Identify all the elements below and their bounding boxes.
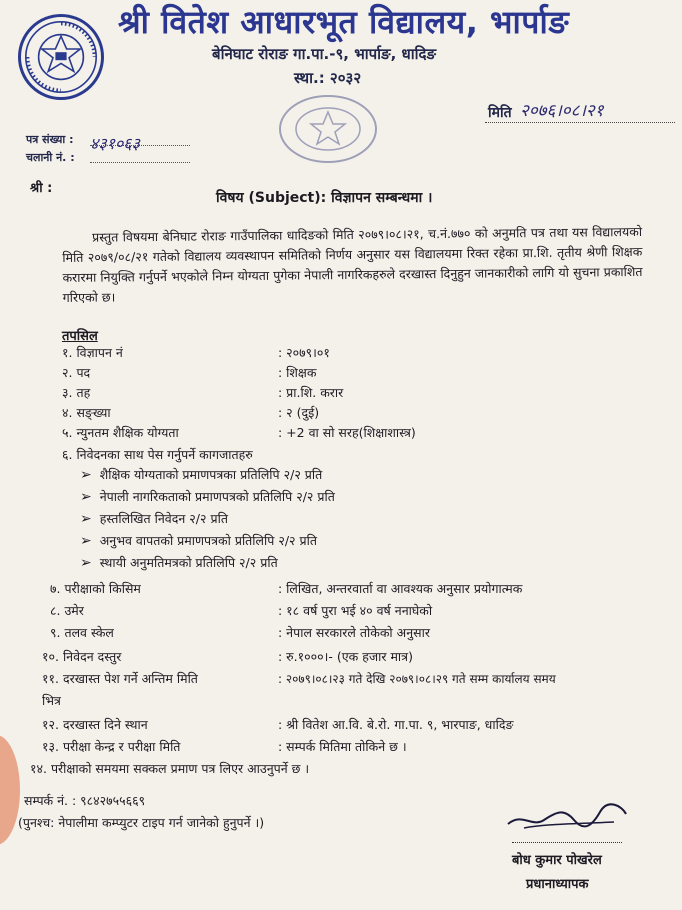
document-item <box>80 510 228 527</box>
document-text: नेपाली नागरिकताको प्रमाणपत्रको प्रतिलिपि २/२ प्रति <box>99 489 335 504</box>
detail-value: : लिखित, अन्तरवार्ता वा आवश्यक अनुसार प्रयोगात्मक <box>278 581 523 596</box>
detail-value: : सम्पर्क मितिमा तोकिने छ । <box>278 739 407 754</box>
arrow-bullet-icon: ➢ <box>80 533 92 549</box>
detail-label: १०. निवेदन दस्तुर <box>42 649 122 664</box>
detail-label: १३. परीक्षा केन्द्र र परीक्षा मिति <box>42 739 181 754</box>
detail-value: : प्रा.शि. करार <box>278 385 344 400</box>
subject-line: विषय (Subject): विज्ञापन सम्बन्धमा । <box>216 190 433 206</box>
detail-label: ८. उमेर <box>50 603 84 618</box>
chalani-line <box>90 162 190 163</box>
detail-value: : २ (दुई) <box>278 405 320 420</box>
item-14: १४. परीक्षाको समयमा सक्कल प्रमाण पत्र लिएर आउनुपर्ने छ । <box>30 761 310 776</box>
date-label: मिति <box>488 105 512 121</box>
patra-sankhya-label: पत्र संख्या : <box>26 133 74 146</box>
document-text: स्थायी अनुमतिमत्रको प्रतिलिपि २/२ प्रति <box>99 555 278 570</box>
detail-value: : +2 वा सो सरह(शिक्षाशास्त्र) <box>278 425 416 440</box>
detail-label: १२. दरखास्त दिने स्थान <box>42 717 148 732</box>
document-item <box>80 488 335 505</box>
date-value-handwritten: २०७६।०८।२१ <box>520 101 604 121</box>
detail-label: भित्र <box>42 693 61 708</box>
chalani-value-handwritten: ४३१०६३ <box>90 134 140 153</box>
arrow-bullet-icon: ➢ <box>80 555 92 571</box>
chalani-label: चलानी नं. : <box>26 151 75 164</box>
document-text: हस्तलिखित निवेदन २/२ प्रति <box>99 511 228 526</box>
signature-scribble <box>504 798 630 834</box>
detail-value: : रु.१०००।- (एक हजार मात्र) <box>278 649 413 664</box>
school-logo <box>18 14 104 100</box>
school-address: बेनिघाट रोराङ गा.पा.-९, भार्पाङ, धादिङ <box>212 45 437 63</box>
detail-label: ७. परीक्षाको किसिम <box>50 581 141 596</box>
document-item <box>80 554 278 571</box>
arrow-bullet-icon: ➢ <box>80 467 92 483</box>
detail-value: : २०७९।०८।२३ गते देखि २०७९।०८।२९ गते सम्म कार्यालय समय <box>278 672 556 686</box>
signer-title: प्रधानाध्यापक <box>526 877 589 892</box>
office-stamp <box>276 92 380 166</box>
contact-number: सम्पर्क नं. : ९८४२७५५६६९ <box>24 793 146 808</box>
arrow-bullet-icon: ➢ <box>80 489 92 505</box>
detail-value: : शिक्षक <box>278 365 317 380</box>
detail-label: २. पद <box>62 365 91 380</box>
details-title: तपसिल <box>62 329 98 344</box>
detail-value: : नेपाल सरकारले तोकेको अनुसार <box>278 625 430 640</box>
detail-label: ९. तलव स्केल <box>50 625 114 640</box>
detail-label: ११. दरखास्त पेश गर्ने अन्तिम मिति <box>42 671 198 686</box>
addressee: श्री : <box>30 181 53 196</box>
detail-label: १. विज्ञापन नं <box>62 345 123 360</box>
notice-paragraph: प्रस्तुत विषयमा बेनिघाट रोराङ गाउँपालिका धादिङको मिति २०७९।०८।२१, च.नं.७७० को अनुमति पत्र तथा यस विद्यालयको मिति २०७९/०८/२१ गतेको विद्यालय व्यवस्थापन समितिको निर्णय अनुसार यस विद्यालयमा रिक्त रहेका प्रा.शि. तृतीय श्रेणी शिक्षक करारमा नियुक्ति गर्नुपर्ने भएकोले निम्न योग्यता पुगेका नेपाली नागरिकहरुले दरखास्त दिनुहुन जानकारीको लागि यो सुचना प्रकाशित गरिएको छ। <box>62 223 643 305</box>
signature-line <box>512 842 622 843</box>
document-item <box>80 532 317 549</box>
stamp-graphic <box>276 92 380 166</box>
documents-heading: ६. निवेदनका साथ पेस गर्नुपर्ने कागजातहरु <box>62 447 253 462</box>
signer-name: बोध कुमार पोखरेल <box>512 853 602 868</box>
detail-value: : १८ वर्ष पुरा भई ४० वर्ष ननाघेको <box>278 603 433 618</box>
detail-label: ५. न्युनतम शैक्षिक योग्यता <box>62 425 179 440</box>
detail-value: : श्री वितेश आ.वि. बे.रो. गा.पा. ९, भारपाङ, धादिङ <box>278 717 514 732</box>
document-item <box>80 466 322 483</box>
document-text: अनुभव वापतको प्रमाणपत्रको प्रतिलिपि २/२ प्रति <box>99 533 317 548</box>
document-text: शैक्षिक योग्यताको प्रमाणपत्रका प्रतिलिपि २/२ प्रति <box>99 467 323 482</box>
school-logo-graphic <box>21 17 101 97</box>
established-year: स्था.: २०३२ <box>294 69 362 87</box>
arrow-bullet-icon: ➢ <box>80 511 92 527</box>
finger-edge <box>0 735 20 845</box>
date-underline <box>485 122 675 123</box>
detail-label: ३. तह <box>62 385 91 400</box>
postscript: (पुनश्च: नेपालीमा कम्प्युटर टाइप गर्न जानेको हुनुपर्ने ।) <box>18 815 265 830</box>
detail-value: : २०७९।०१ <box>278 345 330 360</box>
detail-label: ४. सङ्ख्या <box>62 405 111 420</box>
school-name: श्री वितेश आधारभूत विद्यालय, भार्पाङ <box>118 3 570 41</box>
